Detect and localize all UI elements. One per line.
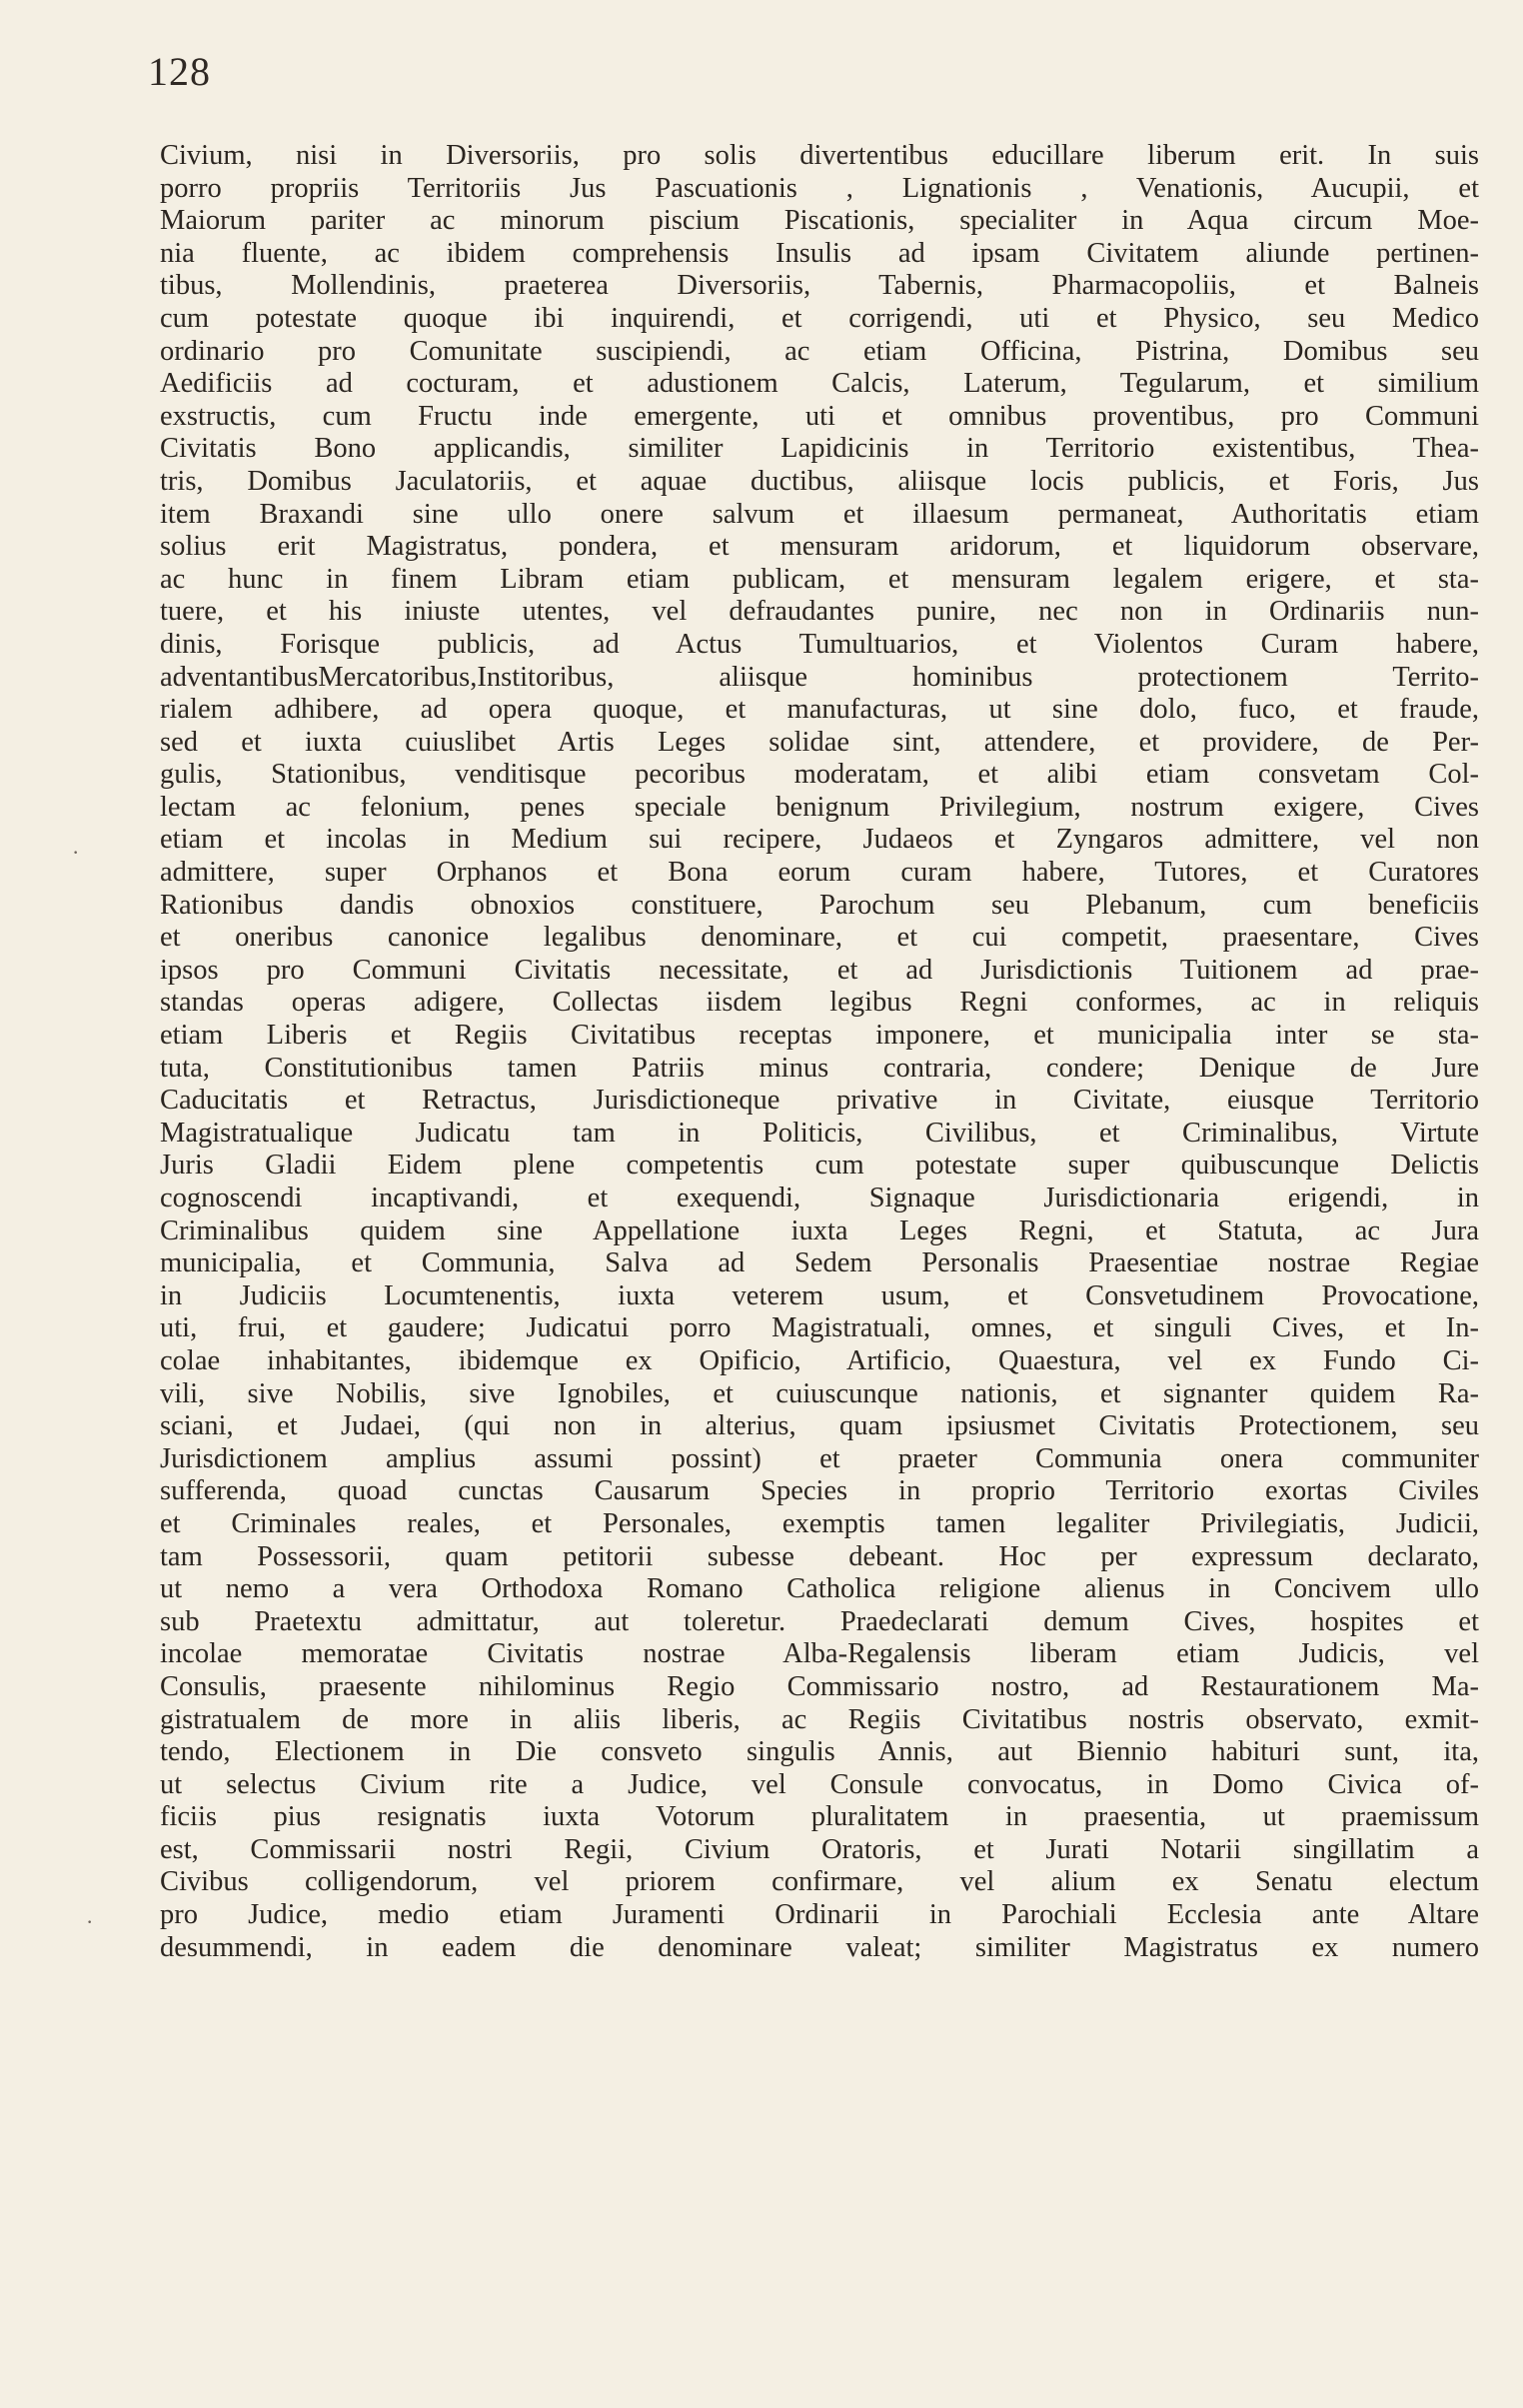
- text-line: ficiis pius resignatis iuxta Votorum pluralitatem in praesentia, ut praemissum: [160, 1801, 1479, 1833]
- text-line: etiam Liberis et Regiis Civitatibus receptas imponere, et municipalia inter se sta-: [160, 1020, 1479, 1052]
- text-line: Jurisdictionem amplius assumi possint) et praeter Communia onera communiter: [160, 1442, 1479, 1474]
- text-line: nia fluente, ac ibidem comprehensis Insulis ad ipsam Civitatem aliunde pertinen-: [160, 237, 1479, 269]
- text-line: Maiorum pariter ac minorum piscium Piscationis, specialiter in Aqua circum Moe-: [160, 205, 1479, 237]
- text-line: et oneribus canonice legalibus denominare, et cui competit, praesentare, Cives: [160, 922, 1479, 954]
- text-line: tendo, Electionem in Die consveto singulis Annis, aut Biennio habituri sunt, ita,: [160, 1736, 1479, 1768]
- text-line: Rationibus dandis obnoxios constituere, Parochum seu Plebanum, cum beneficiis: [160, 889, 1479, 921]
- text-line: Juris Gladii Eidem plene competentis cum potestate super quibuscunque Delictis: [160, 1150, 1479, 1182]
- text-line: standas operas adigere, Collectas iisdem legibus Regni conformes, ac in reliquis: [160, 987, 1479, 1019]
- margin-mark: ·: [86, 1909, 94, 1934]
- text-line: cum potestate quoque ibi inquirendi, et corrigendi, uti et Physico, seu Medico: [160, 302, 1479, 334]
- text-line: adventantibusMercatoribus,Institoribus, aliisque hominibus protectionem Territo-: [160, 661, 1479, 693]
- text-line: dinis, Forisque publicis, ad Actus Tumultuarios, et Violentos Curam habere,: [160, 628, 1479, 660]
- text-line: porro propriis Territoriis Jus Pascuationis , Lignationis , Venationis, Aucupii, et: [160, 172, 1479, 204]
- text-line: ipsos pro Communi Civitatis necessitate, et ad Jurisdictionis Tuitionem ad prae-: [160, 954, 1479, 986]
- text-line: gistratualem de more in aliis liberis, ac Regiis Civitatibus nostris observato, exmit-: [160, 1703, 1479, 1735]
- text-line: incolae memoratae Civitatis nostrae Alba-Regalensis liberam etiam Judicis, vel: [160, 1638, 1479, 1670]
- text-line: tuere, et his iniuste utentes, vel defraudantes punire, nec non in Ordinariis nun-: [160, 596, 1479, 628]
- text-line: tuta, Constitutionibus tamen Patriis minus contraria, condere; Denique de Jure: [160, 1052, 1479, 1084]
- text-line: admittere, super Orphanos et Bona eorum curam habere, Tutores, et Curatores: [160, 857, 1479, 889]
- margin-mark: ·: [72, 840, 80, 865]
- text-line: sed et iuxta cuiuslibet Artis Leges solidae sint, attendere, et providere, de Per-: [160, 726, 1479, 758]
- text-line: Criminalibus quidem sine Appellatione iuxta Leges Regni, et Statuta, ac Jura: [160, 1214, 1479, 1246]
- text-line: gulis, Stationibus, venditisque pecoribus moderatam, et alibi etiam consvetam Col-: [160, 759, 1479, 791]
- text-line: desummendi, in eadem die denominare valeat; similiter Magistratus ex numero: [160, 1931, 1479, 1963]
- text-line: Consulis, praesente nihilominus Regio Commissario nostro, ad Restaurationem Ma-: [160, 1670, 1479, 1702]
- text-line: sufferenda, quoad cunctas Causarum Species in proprio Territorio exortas Civiles: [160, 1475, 1479, 1507]
- text-line: solius erit Magistratus, pondera, et mensuram aridorum, et liquidorum observare,: [160, 531, 1479, 563]
- text-line: Magistratualique Judicatu tam in Politicis, Civilibus, et Criminalibus, Virtute: [160, 1117, 1479, 1149]
- text-line: pro Judice, medio etiam Juramenti Ordinarii in Parochiali Ecclesia ante Altare: [160, 1899, 1479, 1931]
- body-text: [160, 140, 1479, 1964]
- text-line: exstructis, cum Fructu inde emergente, uti et omnibus proventibus, pro Communi: [160, 400, 1479, 432]
- text-line: Caducitatis et Retractus, Jurisdictioneque privative in Civitate, eiusque Territorio: [160, 1085, 1479, 1117]
- text-line: sub Praetextu admittatur, aut toleretur. Praedeclarati demum Cives, hospites et: [160, 1605, 1479, 1637]
- text-line: cognoscendi incaptivandi, et exequendi, Signaque Jurisdictionaria erigendi, in: [160, 1183, 1479, 1213]
- text-line: vili, sive Nobilis, sive Ignobiles, et cuiuscunque nationis, et signanter quidem Ra-: [160, 1377, 1479, 1409]
- text-line: ordinario pro Comunitate suscipiendi, ac etiam Officina, Pistrina, Domibus seu: [160, 335, 1479, 367]
- text-line: Aedificiis ad cocturam, et adustionem Calcis, Laterum, Tegularum, et similium: [160, 368, 1479, 400]
- text-line: rialem adhibere, ad opera quoque, et manufacturas, ut sine dolo, fuco, et fraude,: [160, 694, 1479, 726]
- text-line: colae inhabitantes, ibidemque ex Opificio, Artificio, Quaestura, vel ex Fundo Ci-: [160, 1344, 1479, 1376]
- text-line: in Judiciis Locumtenentis, iuxta veterem usum, et Consvetudinem Provocatione,: [160, 1279, 1479, 1311]
- page-number: 128: [148, 49, 211, 94]
- text-line: et Criminales reales, et Personales, exemptis tamen legaliter Privilegiatis, Judicii,: [160, 1507, 1479, 1539]
- text-line: tibus, Mollendinis, praeterea Diversoriis, Tabernis, Pharmacopoliis, et Balneis: [160, 270, 1479, 302]
- text-line: ac hunc in finem Libram etiam publicam, et mensuram legalem erigere, et sta-: [160, 563, 1479, 595]
- text-line: uti, frui, et gaudere; Judicatui porro Magistratuali, omnes, et singuli Cives, et In-: [160, 1312, 1479, 1344]
- text-line: Civibus colligendorum, vel priorem confirmare, vel alium ex Senatu electum: [160, 1866, 1479, 1898]
- text-line: est, Commissarii nostri Regii, Civium Oratoris, et Jurati Notarii singillatim a: [160, 1833, 1479, 1865]
- text-line: tam Possessorii, quam petitorii subesse debeant. Hoc per expressum declarato,: [160, 1540, 1479, 1572]
- text-line: Civitatis Bono applicandis, similiter Lapidicinis in Territorio existentibus, Thea-: [160, 433, 1479, 465]
- text-line: Civium, nisi in Diversoriis, pro solis divertentibus educillare liberum erit. In suis: [160, 140, 1479, 171]
- text-line: lectam ac felonium, penes speciale benignum Privilegium, nostrum exigere, Cives: [160, 791, 1479, 823]
- text-line: item Braxandi sine ullo onere salvum et illaesum permaneat, Authoritatis etiam: [160, 498, 1479, 530]
- text-line: ut nemo a vera Orthodoxa Romano Catholica religione alienus in Concivem ullo: [160, 1573, 1479, 1605]
- text-line: tris, Domibus Jaculatoriis, et aquae ductibus, aliisque locis publicis, et Foris, Jus: [160, 465, 1479, 497]
- text-line: ut selectus Civium rite a Judice, vel Consule convocatus, in Domo Civica of-: [160, 1768, 1479, 1800]
- text-line: sciani, et Judaei, (qui non in alterius, quam ipsiusmet Civitatis Protectionem, seu: [160, 1410, 1479, 1442]
- text-line: etiam et incolas in Medium sui recipere, Judaeos et Zyngaros admittere, vel non: [160, 824, 1479, 856]
- text-line: municipalia, et Communia, Salva ad Sedem Personalis Praesentiae nostrae Regiae: [160, 1247, 1479, 1279]
